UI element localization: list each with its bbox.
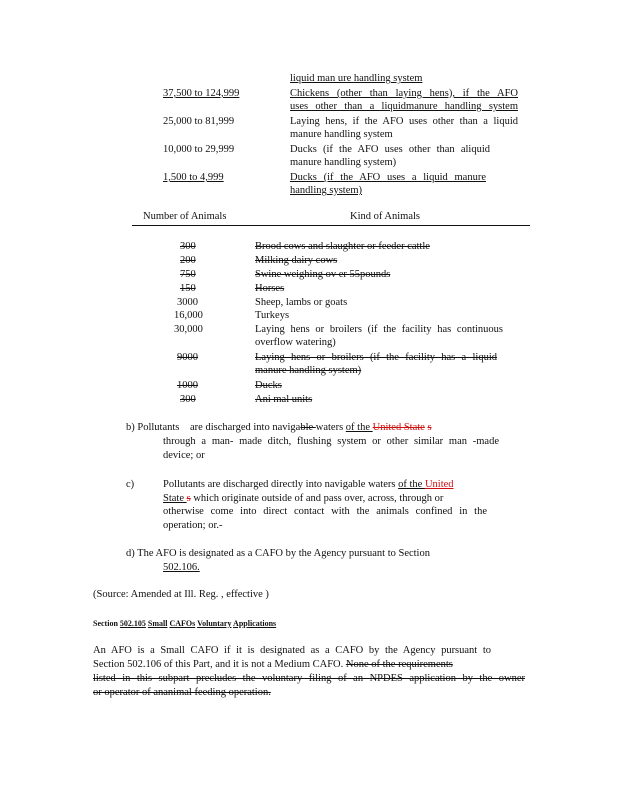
- table-row-number: 30,000: [174, 324, 203, 335]
- top-row3-number: 10,000 to 29,999: [163, 144, 235, 155]
- table-row-kind-line2: manure handling system): [255, 365, 362, 376]
- para-b-line2: through a man- made ditch, flushing system or other similar man -made: [163, 436, 499, 447]
- final-para-line1: An AFO is a Small CAFO if it is designated as a CAFO by the Agency pursuant to: [93, 645, 491, 656]
- top-row1-kind-line2: uses other than a liquidmanure handling system: [290, 101, 518, 112]
- para-c-label: c): [126, 479, 135, 490]
- table-row-number: 300: [180, 241, 196, 252]
- top-row1-number: 37,500 to 124,999: [163, 88, 240, 99]
- table-row-kind: Turkeys: [255, 310, 290, 321]
- para-c-line2: State s which originate outside of and pass over, across, through or: [163, 493, 444, 504]
- table-row-number: 1000: [177, 380, 198, 391]
- para-c-line1: Pollutants are discharged directly into navigable waters of the United: [163, 479, 454, 490]
- para-b-line1: are discharged into navigable waters of the United State s: [190, 422, 432, 433]
- table-row-kind: Ani mal units: [255, 394, 313, 405]
- top-row1-kind-line1: Chickens (other than laying hens), if the AFO: [290, 88, 518, 99]
- table-row-number: 16,000: [174, 310, 203, 321]
- para-d-line1: d) The AFO is designated as a CAFO by the Agency pursuant to Section: [126, 548, 430, 559]
- para-c-line4: operation; or.-: [163, 520, 223, 531]
- table-row-kind: Brood cows and slaughter or feeder cattle: [255, 241, 430, 252]
- table-row-number: 200: [180, 255, 196, 266]
- top-row4-number: 1,500 to 4,999: [163, 172, 224, 183]
- table-row-number: 300: [180, 394, 196, 405]
- table-row-kind: Ducks: [255, 380, 282, 391]
- table-header-number: Number of Animals: [143, 211, 227, 222]
- final-para-line2: Section 502.106 of this Part, and it is not a Medium CAFO. None of the requirements: [93, 659, 453, 670]
- final-para-line4: or operator of ananimal feeding operation.: [93, 687, 271, 698]
- table-row-kind: Laying hens or broilers (if the facility has a liquid: [255, 352, 497, 363]
- table-row-kind: Milking dairy cows: [255, 255, 338, 266]
- table-row-kind: Swine weighing ov er 55pounds: [255, 269, 391, 280]
- top-row4-kind-line1: Ducks (if the AFO uses a liquid manure: [290, 172, 486, 183]
- source-note: (Source: Amended at Ill. Reg. , effective ): [93, 589, 269, 600]
- top-row2-kind-line1: Laying hens, if the AFO uses other than a liquid: [290, 116, 518, 127]
- para-c-line3: otherwise come into direct contact with the animals confined in the: [163, 506, 487, 517]
- final-para-line3: listed in this subpart precludes the voluntary filing of an NPDES application by the owner: [93, 673, 525, 684]
- top-row2-number: 25,000 to 81,999: [163, 116, 235, 127]
- top-row3-kind-line2: manure handling system): [290, 157, 397, 168]
- top-row2-kind-line2: manure handling system: [290, 129, 393, 140]
- table-header-rule: [132, 225, 530, 226]
- table-header-kind: Kind of Animals: [350, 211, 420, 222]
- table-row-number: 3000: [177, 297, 198, 308]
- top-table-continued-line: liquid man ure handling system: [290, 73, 423, 84]
- table-row-number: 750: [180, 269, 196, 280]
- top-row4-kind-line2: handling system): [290, 185, 363, 196]
- table-row-number: 9000: [177, 352, 198, 363]
- table-row-kind: Horses: [255, 283, 285, 294]
- table-row-kind-line2: overflow watering): [255, 337, 336, 348]
- para-d-line2: 502.106.: [163, 562, 200, 573]
- table-row-kind: Laying hens or broilers (if the facility has continuous: [255, 324, 503, 335]
- para-b-line3: device; or: [163, 450, 205, 461]
- para-b-label: b) Pollutants: [126, 422, 180, 433]
- table-row-number: 150: [180, 283, 196, 294]
- table-row-kind: Sheep, lambs or goats: [255, 297, 348, 308]
- section-heading: Section 502.105 Small CAFOs Voluntary Applications: [93, 619, 277, 628]
- top-row3-kind-line1: Ducks (if the AFO uses other than aliquid: [290, 144, 490, 155]
